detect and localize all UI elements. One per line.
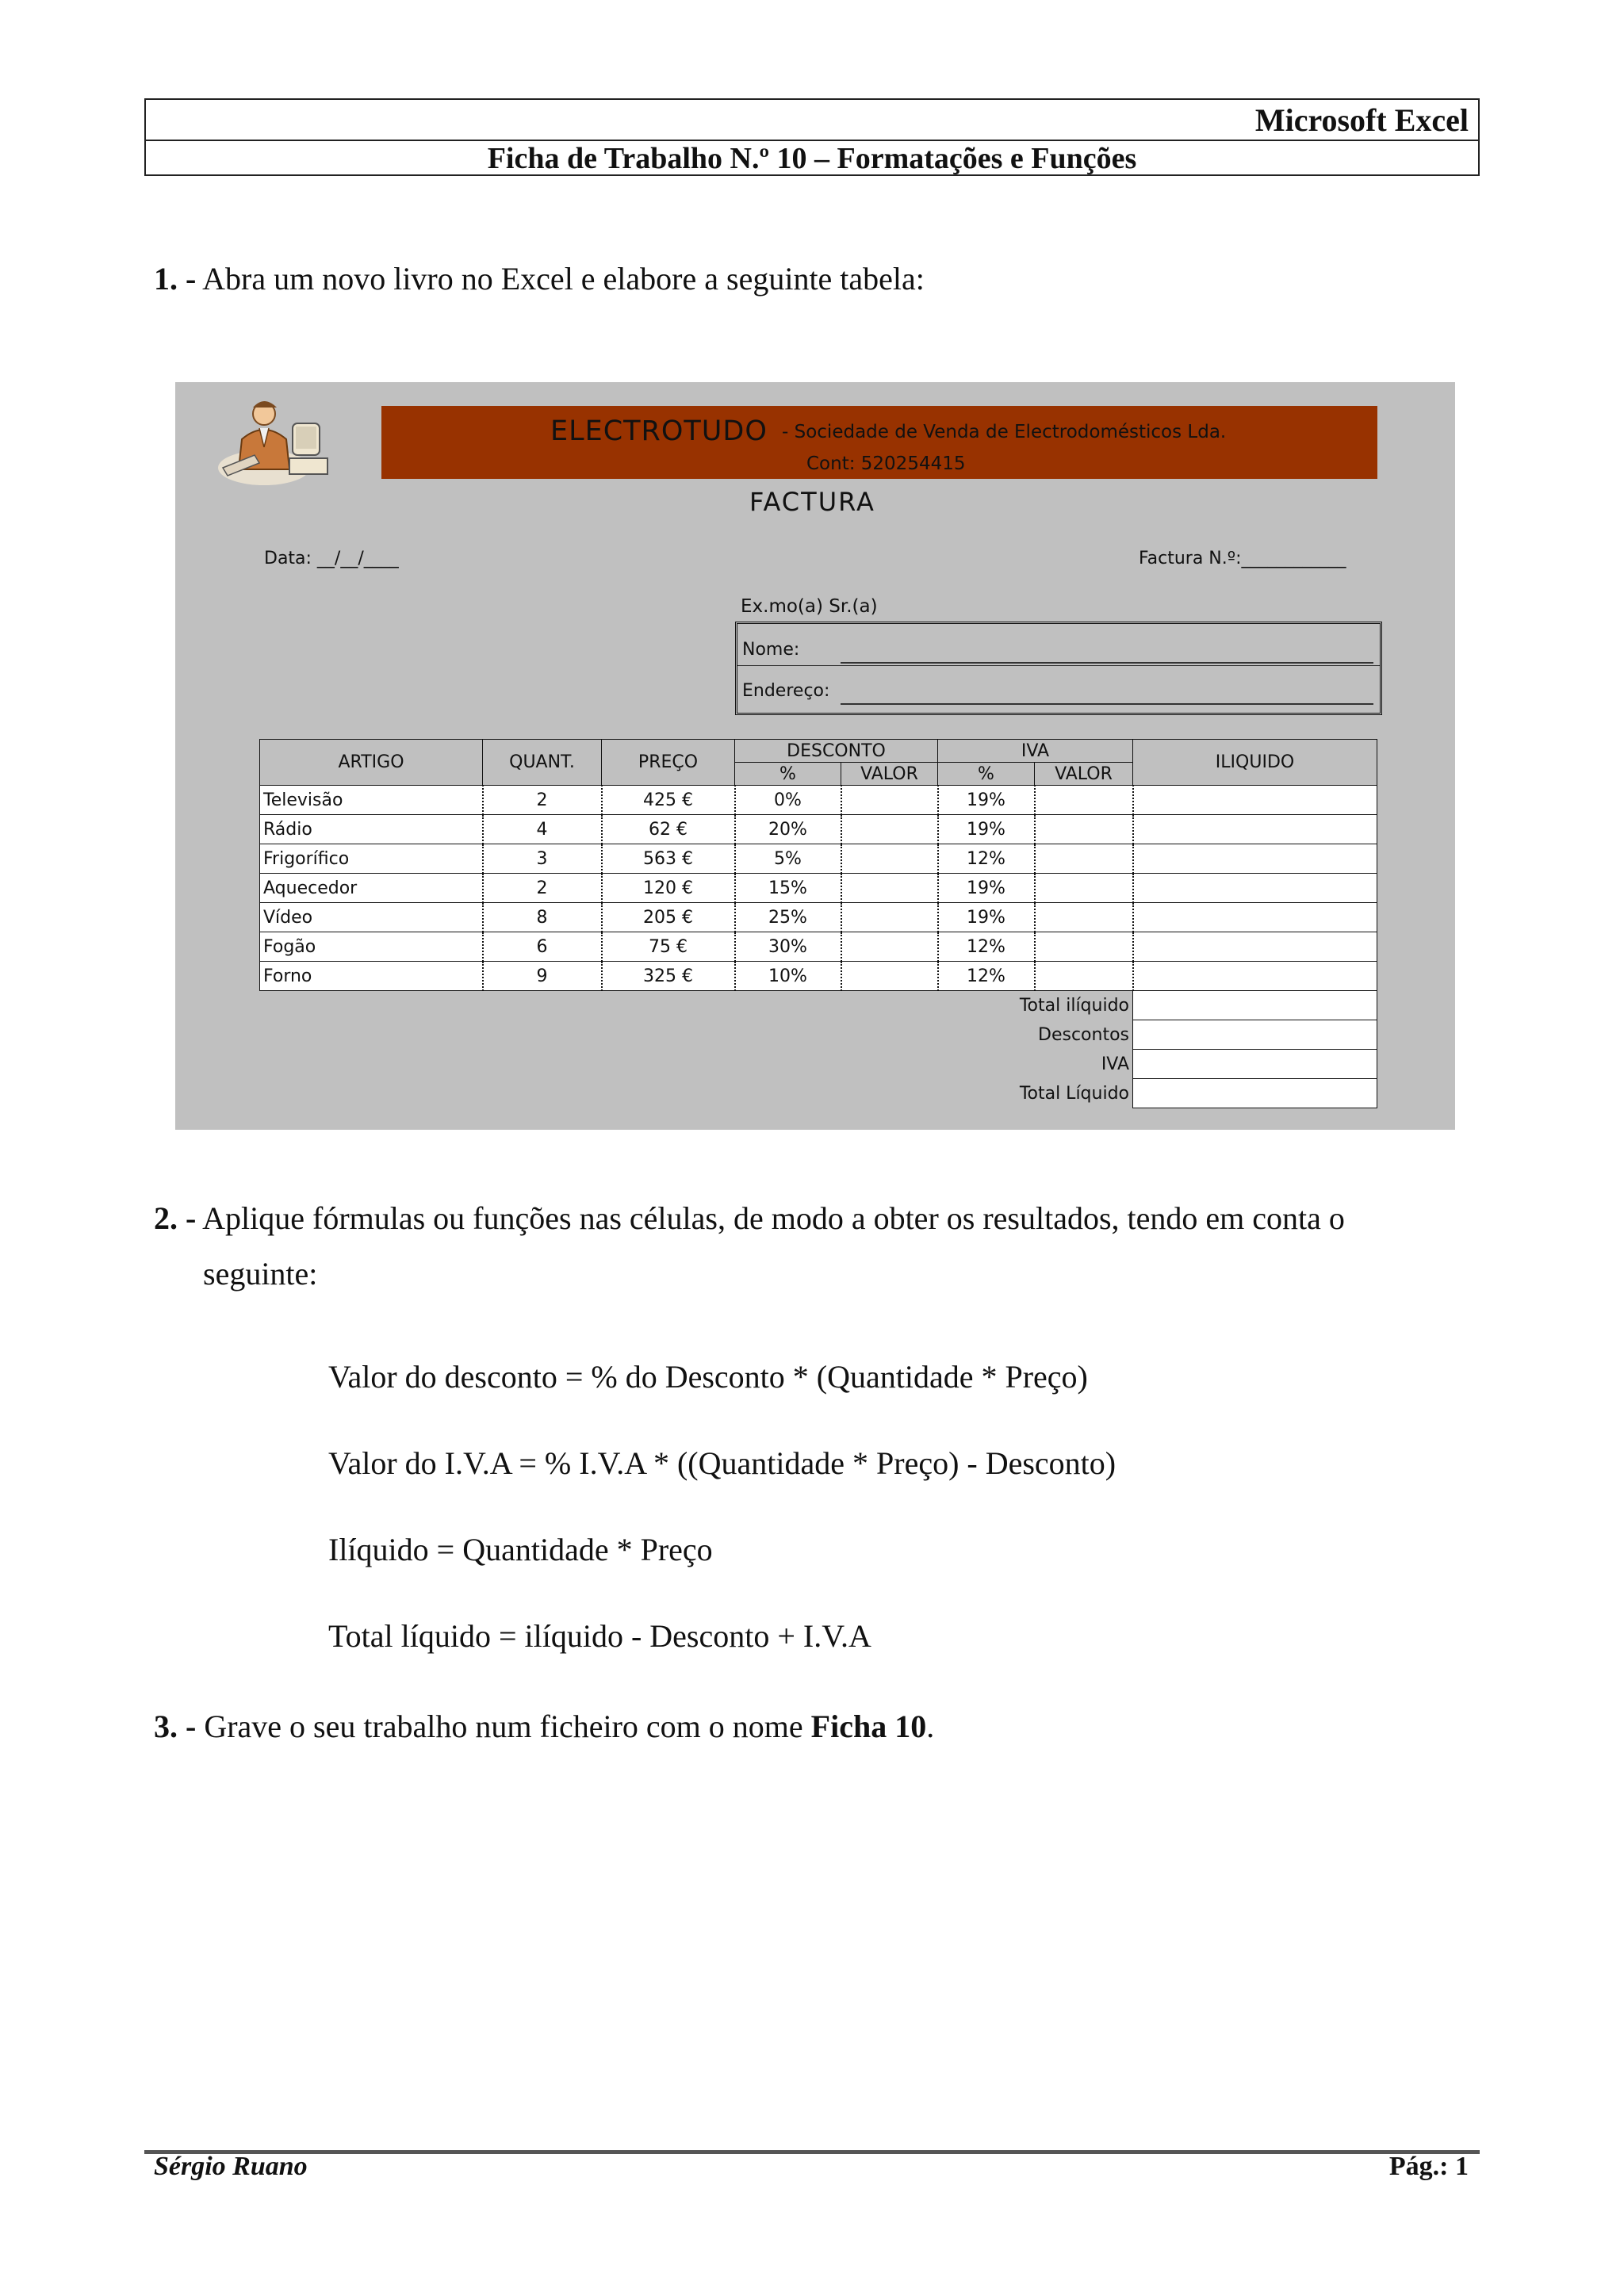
cell-quant: 2 [483, 874, 602, 903]
totals-value-cell [1133, 1020, 1377, 1050]
totals-label: IVA [1101, 1054, 1129, 1074]
cell-preco: 205 € [602, 903, 735, 932]
cell-artigo: Vídeo [260, 903, 483, 932]
cell-quant: 8 [483, 903, 602, 932]
date-field-label: Data: __/__/____ [264, 549, 399, 568]
cell-quant: 4 [483, 815, 602, 844]
cell-iliquido [1133, 815, 1377, 844]
question-1-number: 1. - [154, 261, 197, 297]
cell-iva-pct: 19% [938, 815, 1035, 844]
client-address-label: Endereço: [742, 681, 830, 701]
totals-value-cell [1133, 1050, 1377, 1079]
header-top-row [146, 100, 1478, 141]
totals-label: Total ilíquido [1019, 995, 1129, 1016]
cell-desconto-valor [841, 786, 938, 815]
cell-iva-valor [1035, 844, 1133, 874]
cell-iliquido [1133, 874, 1377, 903]
table-row [260, 903, 1377, 932]
invoice-image [175, 382, 1455, 1130]
cell-iva-pct: 12% [938, 932, 1035, 962]
cell-iva-pct: 19% [938, 786, 1035, 815]
invoice-title: FACTURA [749, 487, 875, 517]
cell-artigo: Aquecedor [260, 874, 483, 903]
table-row [260, 932, 1377, 962]
cell-iva-valor [1035, 874, 1133, 903]
cell-iva-pct: 12% [938, 844, 1035, 874]
totals-row [260, 991, 1377, 1020]
question-2 [154, 1191, 1470, 1302]
question-1 [154, 251, 925, 307]
cell-desconto-pct: 30% [735, 932, 841, 962]
question-2-text-continued: seguinte: [203, 1256, 318, 1292]
totals-label: Descontos [1038, 1024, 1129, 1045]
cell-preco: 425 € [602, 786, 735, 815]
table-row [260, 874, 1377, 903]
cell-desconto-pct: 5% [735, 844, 841, 874]
company-tax-number: Cont: 520254415 [806, 453, 966, 474]
cell-desconto-valor [841, 815, 938, 844]
footer-author: Sérgio Ruano [154, 2152, 308, 2181]
cell-preco: 62 € [602, 815, 735, 844]
formula-gross: Ilíquido = Quantidade * Preço [328, 1532, 713, 1567]
table-row [260, 786, 1377, 815]
formula-discount-value: Valor do desconto = % do Desconto * (Quantidade * Preço) [328, 1359, 1088, 1395]
addressee-label: Ex.mo(a) Sr.(a) [741, 596, 878, 617]
question-3-text-end: . [926, 1709, 935, 1744]
cell-iliquido [1133, 962, 1377, 991]
invoice-table [259, 739, 1377, 1108]
client-name-label: Nome: [742, 640, 800, 660]
formula-vat-value: Valor do I.V.A = % I.V.A * ((Quantidade * Preço) - Desconto) [328, 1445, 1116, 1481]
totals-row [260, 1079, 1377, 1108]
header-iva-pct: % [938, 763, 1035, 786]
cell-iva-valor [1035, 932, 1133, 962]
cell-iva-valor [1035, 815, 1133, 844]
cell-desconto-valor [841, 903, 938, 932]
totals-value-cell [1133, 1079, 1377, 1108]
cell-iva-valor [1035, 962, 1133, 991]
question-2-text: Aplique fórmulas ou funções nas células, de modo a obter os resultados, tendo em conta o [202, 1200, 1345, 1236]
cell-desconto-valor [841, 962, 938, 991]
invoice-number-label: Factura N.º:____________ [1139, 549, 1346, 568]
cell-desconto-valor [841, 874, 938, 903]
question-3 [154, 1699, 934, 1755]
cell-desconto-pct: 10% [735, 962, 841, 991]
totals-label: Total Líquido [1019, 1083, 1129, 1104]
cell-iva-valor [1035, 786, 1133, 815]
totals-value-cell [1133, 991, 1377, 1020]
cell-desconto-valor [841, 932, 938, 962]
cell-artigo: Televisão [260, 786, 483, 815]
header-iva: IVA [938, 740, 1133, 763]
invoice-totals [260, 991, 1377, 1108]
header-desconto-valor: VALOR [841, 763, 938, 786]
header-quant: QUANT. [483, 740, 602, 786]
header-iliquido: ILIQUIDO [1133, 740, 1377, 786]
question-3-text: Grave o seu trabalho num ficheiro com o nome [204, 1709, 811, 1744]
cell-desconto-pct: 0% [735, 786, 841, 815]
footer-rule [144, 2150, 1480, 2154]
cell-desconto-pct: 15% [735, 874, 841, 903]
cell-iva-pct: 19% [938, 903, 1035, 932]
company-name: ELECTROTUDO [550, 415, 768, 447]
cell-quant: 3 [483, 844, 602, 874]
question-3-number: 3. - [154, 1709, 197, 1744]
company-banner [381, 406, 1377, 479]
cell-iva-pct: 19% [938, 874, 1035, 903]
header-preco: PREÇO [602, 740, 735, 786]
client-address-line [841, 703, 1373, 705]
cell-preco: 120 € [602, 874, 735, 903]
question-2-number: 2. - [154, 1200, 197, 1236]
question-1-text: Abra um novo livro no Excel e elabore a seguinte tabela: [202, 261, 925, 297]
cell-iva-valor [1035, 903, 1133, 932]
cell-artigo: Fogão [260, 932, 483, 962]
totals-row [260, 1020, 1377, 1050]
cell-artigo: Forno [260, 962, 483, 991]
cell-iva-pct: 12% [938, 962, 1035, 991]
header-desconto: DESCONTO [735, 740, 938, 763]
header-iva-valor: VALOR [1035, 763, 1133, 786]
cell-quant: 9 [483, 962, 602, 991]
company-description: - Sociedade de Venda de Electrodomésticos Lda. [782, 422, 1227, 442]
cell-desconto-pct: 20% [735, 815, 841, 844]
app-name: Microsoft Excel [1254, 102, 1469, 138]
cell-artigo: Frigorífico [260, 844, 483, 874]
document-header [144, 98, 1480, 176]
header-desconto-pct: % [735, 763, 841, 786]
cell-desconto-valor [841, 844, 938, 874]
totals-row [260, 1050, 1377, 1079]
cell-iliquido [1133, 932, 1377, 962]
client-name-line [841, 662, 1373, 664]
cell-desconto-pct: 25% [735, 903, 841, 932]
sheet-title: Ficha de Trabalho N.º 10 – Formatações e Funções [487, 142, 1137, 175]
table-row [260, 962, 1377, 991]
client-box-divider [737, 665, 1380, 666]
cell-quant: 2 [483, 786, 602, 815]
office-worker-clipart-icon [207, 392, 334, 491]
invoice-table-body [260, 786, 1377, 991]
cell-preco: 75 € [602, 932, 735, 962]
footer-page-number: Pág.: 1 [1388, 2152, 1469, 2181]
cell-iliquido [1133, 786, 1377, 815]
header-artigo: ARTIGO [260, 740, 483, 786]
table-row [260, 844, 1377, 874]
question-3-filename: Ficha 10 [810, 1709, 927, 1744]
cell-quant: 6 [483, 932, 602, 962]
cell-artigo: Rádio [260, 815, 483, 844]
client-details-box [735, 622, 1382, 715]
table-row [260, 815, 1377, 844]
formula-net-total: Total líquido = ilíquido - Desconto + I.V.A [328, 1618, 871, 1654]
cell-preco: 563 € [602, 844, 735, 874]
cell-preco: 325 € [602, 962, 735, 991]
cell-iliquido [1133, 844, 1377, 874]
cell-iliquido [1133, 903, 1377, 932]
